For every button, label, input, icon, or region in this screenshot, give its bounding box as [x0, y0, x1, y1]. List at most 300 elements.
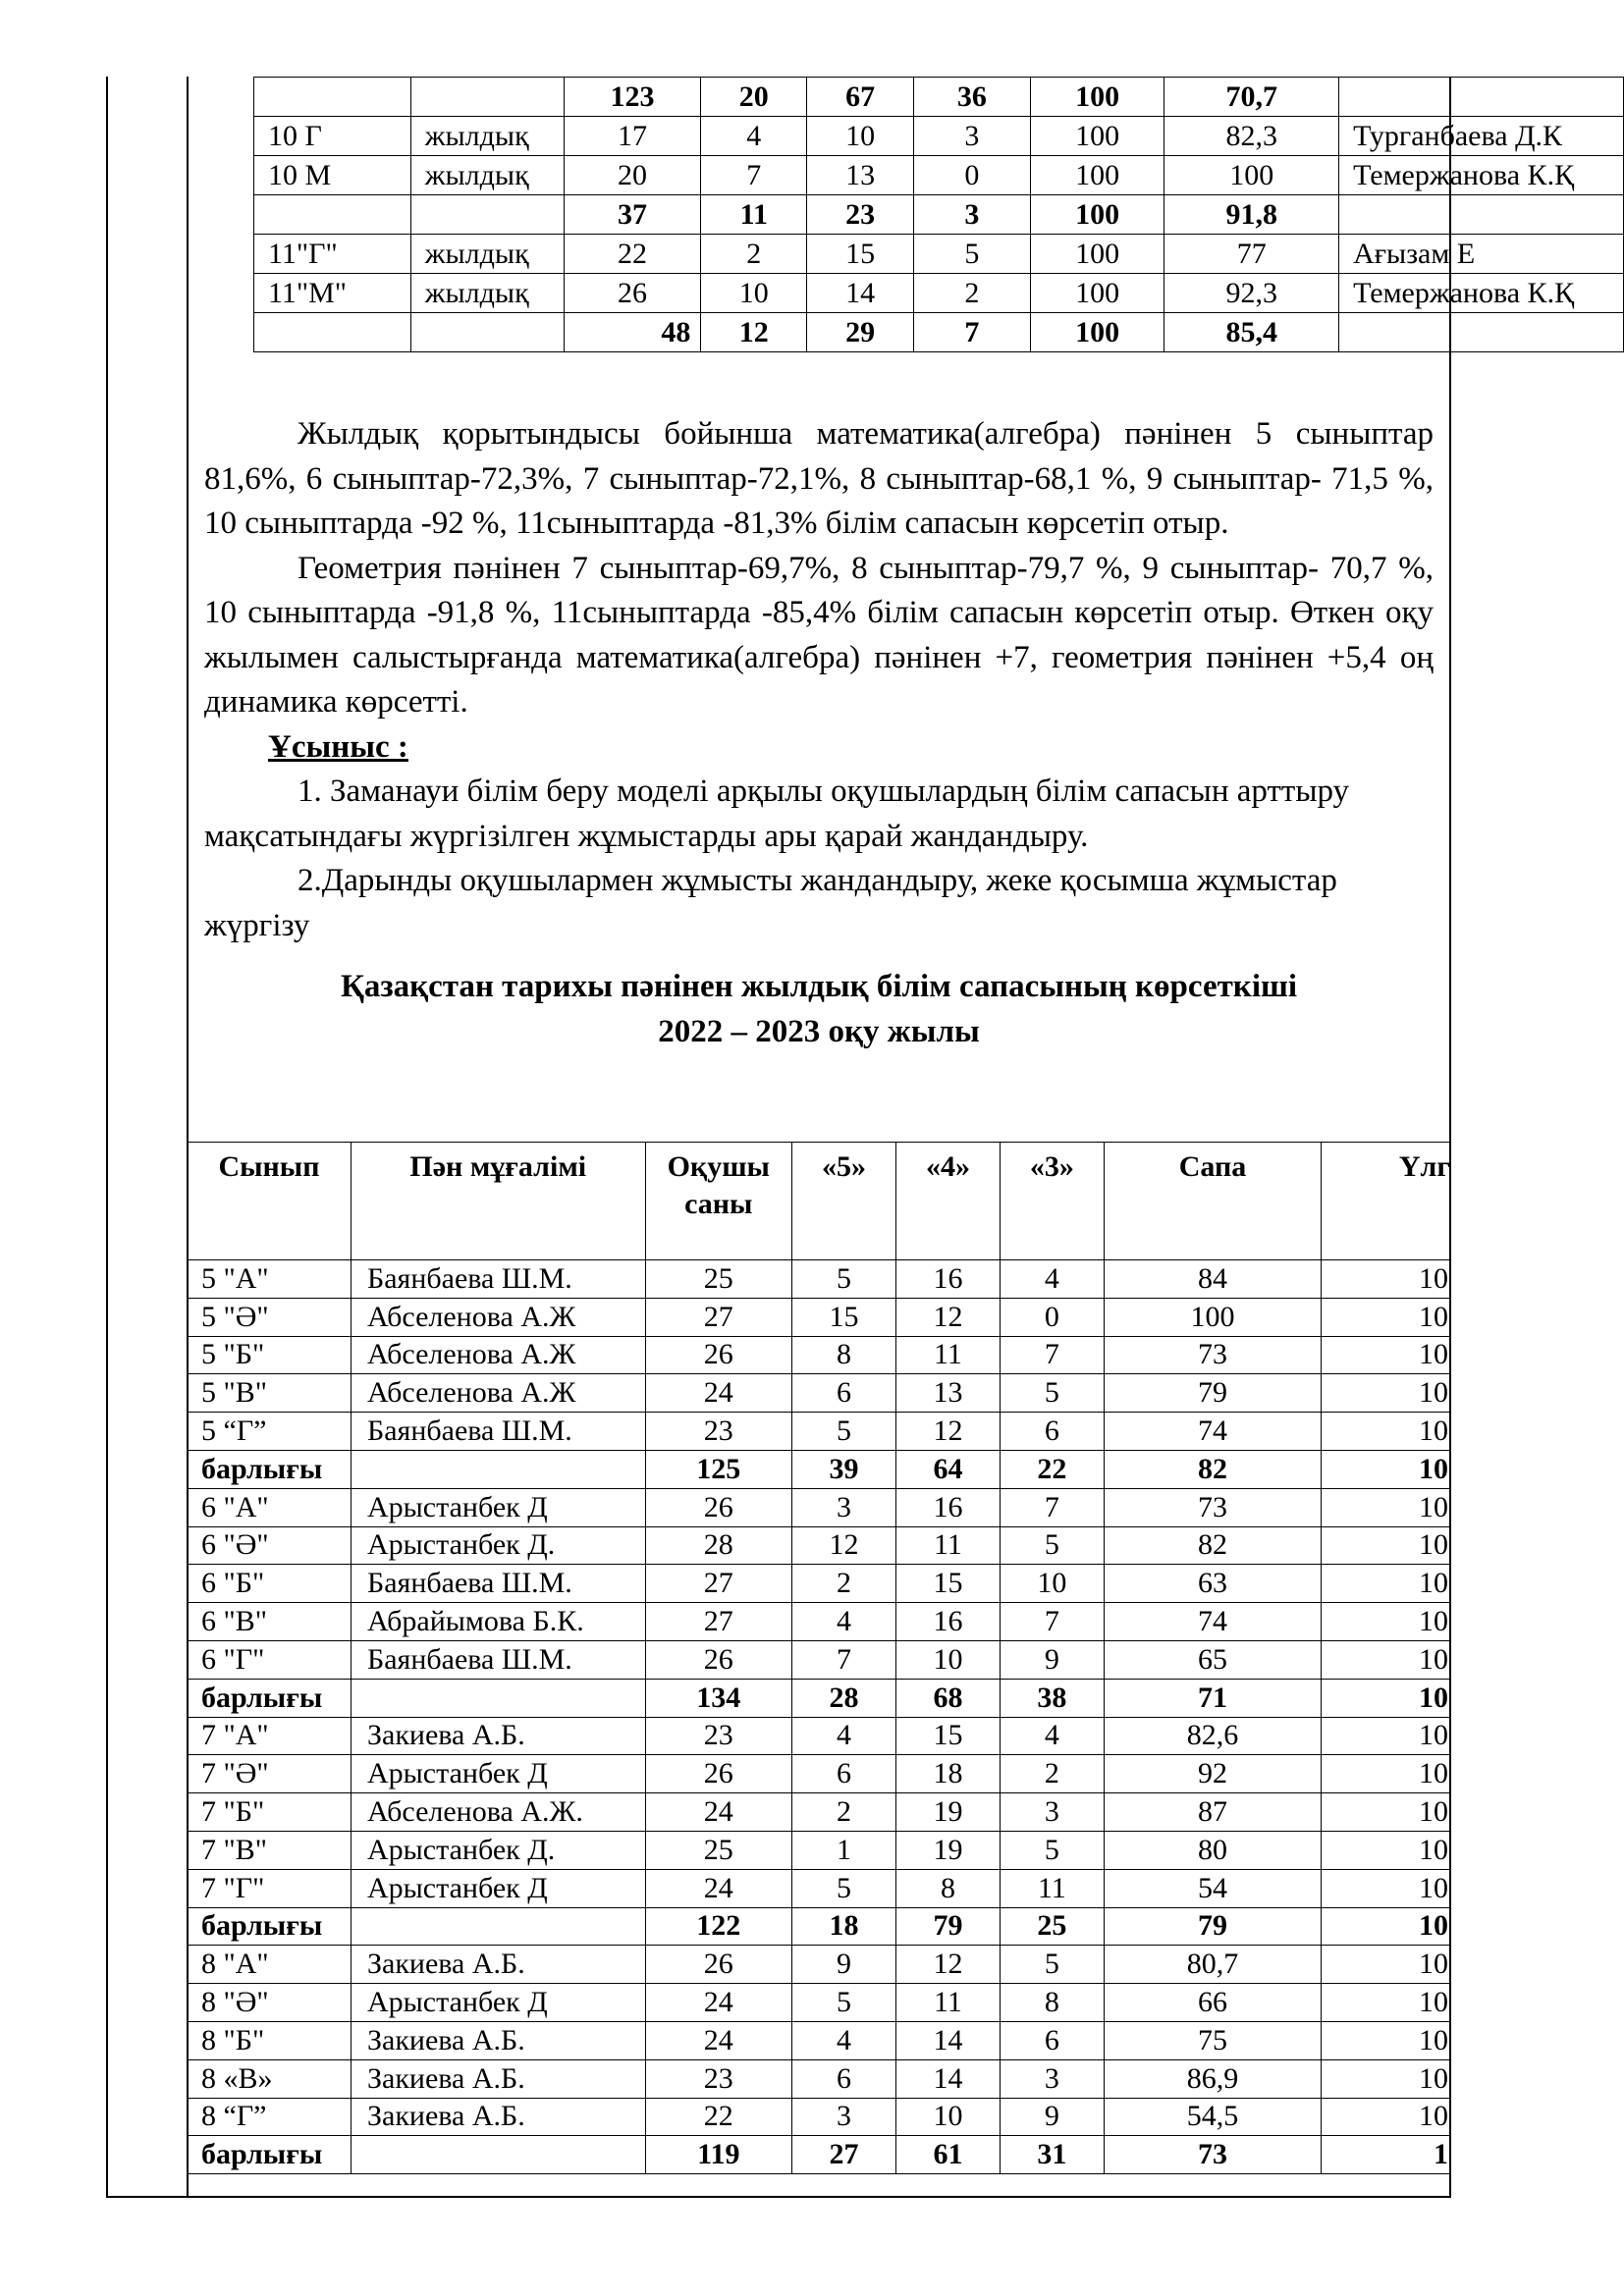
success-cell: 10	[1322, 1260, 1451, 1299]
total-row	[188, 1907, 1451, 1946]
grade-4-cell: 64	[895, 1450, 1000, 1488]
grade-3-cell: 3	[913, 195, 1030, 235]
students-cell: 119	[645, 2136, 792, 2174]
class-cell	[254, 78, 411, 117]
success-cell: 10	[1322, 1640, 1451, 1679]
header-students	[645, 1143, 792, 1260]
teacher-cell: Турганбаева Д.К	[1339, 117, 1624, 156]
class-cell: 11"Г"	[254, 235, 411, 274]
table-row	[188, 2021, 1451, 2059]
table-row	[188, 1869, 1451, 1907]
quality-cell: 91,8	[1164, 195, 1339, 235]
class-cell: 7 "Б"	[188, 1793, 352, 1832]
table-row	[188, 2098, 1451, 2136]
grade-5-cell: 28	[792, 1679, 896, 1717]
grade-5-cell: 5	[792, 1260, 896, 1299]
grade-5-cell: 8	[792, 1336, 896, 1374]
class-cell: 6 "Г"	[188, 1640, 352, 1679]
success-cell: 10	[1322, 1413, 1451, 1451]
students-cell: 125	[645, 1450, 792, 1488]
grade-3-cell: 0	[913, 156, 1030, 195]
quality-cell: 87	[1104, 1793, 1321, 1832]
quality-cell: 92,3	[1164, 274, 1339, 313]
table-row	[188, 1946, 1451, 1984]
table-row	[188, 1298, 1451, 1336]
summary-row	[254, 78, 1624, 117]
students-cell: 20	[564, 156, 701, 195]
history-results-table-wrapper	[187, 1142, 1451, 2198]
header-students-line2: саны	[684, 1188, 753, 1220]
teacher-cell: Темержанова К.Қ	[1339, 274, 1624, 313]
teacher-cell: Баянбаева Ш.М.	[351, 1260, 645, 1299]
success-cell: 10	[1322, 1831, 1451, 1869]
quality-cell: 70,7	[1164, 78, 1339, 117]
math-results-table-wrapper	[253, 77, 1624, 374]
students-cell: 24	[645, 2021, 792, 2059]
header-teacher: Пән мұғалімі	[351, 1143, 645, 1260]
analysis-text	[204, 412, 1434, 1054]
grade-4-cell: 18	[895, 1755, 1000, 1793]
students-cell: 24	[645, 1869, 792, 1907]
students-cell: 48	[564, 313, 701, 352]
teacher-cell: Ағызам Е	[1339, 235, 1624, 274]
grade-4-cell: 67	[807, 78, 914, 117]
class-cell: 8 "А"	[188, 1946, 352, 1984]
grade-4-cell: 14	[895, 2059, 1000, 2098]
grade-3-cell: 10	[1000, 1565, 1104, 1603]
grade-4-cell: 15	[807, 235, 914, 274]
success-cell: 10	[1322, 1907, 1451, 1946]
success-cell: 10	[1322, 1374, 1451, 1413]
grade-4-cell: 14	[807, 274, 914, 313]
teacher-cell: Арыстанбек Д	[351, 1869, 645, 1907]
quality-cell: 79	[1104, 1374, 1321, 1413]
students-cell: 24	[645, 1793, 792, 1832]
class-cell: 5 “Г”	[188, 1413, 352, 1451]
total-row	[188, 1450, 1451, 1488]
history-table-title-line2: 2022 – 2023 оқу жылы	[658, 1014, 980, 1049]
quality-cell: 73	[1104, 1488, 1321, 1526]
success-cell: 10	[1322, 1450, 1451, 1488]
grade-3-cell: 7	[1000, 1336, 1104, 1374]
students-cell: 25	[645, 1831, 792, 1869]
students-cell: 26	[645, 1946, 792, 1984]
quality-cell: 86,9	[1104, 2059, 1321, 2098]
teacher-cell	[351, 2136, 645, 2174]
summary-row	[254, 195, 1624, 235]
grade-3-cell: 3	[1000, 1793, 1104, 1832]
grade-5-cell: 5	[792, 1984, 896, 2022]
quality-cell: 65	[1104, 1640, 1321, 1679]
class-cell: 10 Г	[254, 117, 411, 156]
grade-3-cell: 5	[1000, 1526, 1104, 1565]
type-cell	[410, 78, 564, 117]
grade-5-cell: 20	[701, 78, 807, 117]
students-cell: 28	[645, 1526, 792, 1565]
grade-3-cell: 9	[1000, 1640, 1104, 1679]
teacher-cell: Абрайымова Б.К.	[351, 1603, 645, 1641]
teacher-cell: Абселенова А.Ж	[351, 1298, 645, 1336]
grade-3-cell: 7	[913, 313, 1030, 352]
grade-3-cell: 4	[1000, 1260, 1104, 1299]
grade-3-cell: 6	[1000, 2021, 1104, 2059]
success-cell: 10	[1322, 1565, 1451, 1603]
grade-3-cell: 0	[1000, 1298, 1104, 1336]
grade-3-cell: 7	[1000, 1603, 1104, 1641]
quality-cell: 80	[1104, 1831, 1321, 1869]
grade-3-cell: 38	[1000, 1679, 1104, 1717]
grade-5-cell: 27	[792, 2136, 896, 2174]
teacher-cell: Закиева А.Б.	[351, 1717, 645, 1755]
grade-4-cell: 10	[807, 117, 914, 156]
grade-3-cell: 36	[913, 78, 1030, 117]
success-cell: 10	[1322, 2021, 1451, 2059]
history-table-title-line1: Қазақстан тарихы пәнінен жылдық білім сапасының көрсеткіші	[340, 969, 1298, 1004]
teacher-cell: Баянбаева Ш.М.	[351, 1413, 645, 1451]
class-cell: 5 "В"	[188, 1374, 352, 1413]
type-cell: жылдық	[410, 274, 564, 313]
teacher-cell: Темержанова К.Қ	[1339, 156, 1624, 195]
quality-cell: 54,5	[1104, 2098, 1321, 2136]
class-cell: барлығы	[188, 2136, 352, 2174]
students-cell: 26	[564, 274, 701, 313]
grade-4-cell: 11	[895, 1336, 1000, 1374]
quality-cell: 82,3	[1164, 117, 1339, 156]
success-cell: 10	[1322, 1488, 1451, 1526]
teacher-cell: Баянбаева Ш.М.	[351, 1565, 645, 1603]
teacher-cell: Абселенова А.Ж	[351, 1374, 645, 1413]
grade-5-cell: 5	[792, 1869, 896, 1907]
quality-cell: 100	[1164, 156, 1339, 195]
grade-5-cell: 7	[701, 156, 807, 195]
type-cell: жылдық	[410, 235, 564, 274]
proposal-item-2: 2.Дарынды оқушылармен жұмысты жандандыру, жеке қосымша жұмыстар жүргізу	[204, 863, 1337, 943]
success-cell: 100	[1030, 195, 1164, 235]
header-class: Сынып	[188, 1143, 352, 1260]
history-table-header-row	[188, 1143, 1451, 1260]
class-cell: барлығы	[188, 1450, 352, 1488]
quality-cell: 75	[1104, 2021, 1321, 2059]
success-cell: 100	[1030, 78, 1164, 117]
table-row	[188, 1793, 1451, 1832]
class-cell: 10 М	[254, 156, 411, 195]
success-cell: 10	[1322, 1679, 1451, 1717]
type-cell	[410, 313, 564, 352]
table-row	[254, 274, 1624, 313]
class-cell: 5 "Ә"	[188, 1298, 352, 1336]
teacher-cell: Арыстанбек Д	[351, 1755, 645, 1793]
quality-cell: 74	[1104, 1603, 1321, 1641]
teacher-cell	[1339, 195, 1624, 235]
grade-3-cell: 5	[913, 235, 1030, 274]
header-grade-5: «5»	[792, 1143, 896, 1260]
students-cell: 37	[564, 195, 701, 235]
success-cell: 100	[1030, 235, 1164, 274]
grade-3-cell: 3	[1000, 2059, 1104, 2098]
success-cell: 10	[1322, 1793, 1451, 1832]
table-row	[188, 1336, 1451, 1374]
grade-3-cell: 6	[1000, 1413, 1104, 1451]
grade-4-cell: 29	[807, 313, 914, 352]
table-row	[188, 2059, 1451, 2098]
grade-4-cell: 12	[895, 1946, 1000, 1984]
quality-cell: 66	[1104, 1984, 1321, 2022]
students-cell: 27	[645, 1565, 792, 1603]
grade-5-cell: 6	[792, 2059, 896, 2098]
class-cell: 7 "А"	[188, 1717, 352, 1755]
class-cell	[254, 195, 411, 235]
class-cell: 8 "Б"	[188, 2021, 352, 2059]
teacher-cell: Абселенова А.Ж	[351, 1336, 645, 1374]
grade-4-cell: 13	[807, 156, 914, 195]
history-results-table	[187, 1142, 1451, 2174]
success-cell: 10	[1322, 1946, 1451, 1984]
header-grade-3: «3»	[1000, 1143, 1104, 1260]
students-cell: 26	[645, 1336, 792, 1374]
type-cell: жылдық	[410, 156, 564, 195]
quality-cell: 74	[1104, 1413, 1321, 1451]
grade-4-cell: 8	[895, 1869, 1000, 1907]
table-row	[188, 1755, 1451, 1793]
grade-3-cell: 5	[1000, 1831, 1104, 1869]
students-cell: 24	[645, 1374, 792, 1413]
grade-4-cell: 10	[895, 1640, 1000, 1679]
students-cell: 26	[645, 1640, 792, 1679]
success-cell: 100	[1030, 156, 1164, 195]
table-row	[188, 1413, 1451, 1451]
grade-4-cell: 16	[895, 1260, 1000, 1299]
quality-cell: 82	[1104, 1450, 1321, 1488]
grade-5-cell: 5	[792, 1413, 896, 1451]
table-row	[188, 1984, 1451, 2022]
grade-4-cell: 10	[895, 2098, 1000, 2136]
teacher-cell: Закиева А.Б.	[351, 1946, 645, 1984]
quality-cell: 84	[1104, 1260, 1321, 1299]
class-cell: 5 "Б"	[188, 1336, 352, 1374]
students-cell: 26	[645, 1488, 792, 1526]
class-cell: барлығы	[188, 1907, 352, 1946]
grade-5-cell: 12	[701, 313, 807, 352]
proposal-item-1: 1. Заманауи білім беру моделі арқылы оқушылардың білім сапасын арттыру мақсатындағы жүргізілген жұмыстарды ары қарай жандандыру.	[204, 774, 1350, 854]
success-cell: 10	[1322, 1984, 1451, 2022]
history-table-title	[204, 964, 1434, 1054]
class-cell: 7 "Г"	[188, 1869, 352, 1907]
grade-5-cell: 15	[792, 1298, 896, 1336]
grade-5-cell: 11	[701, 195, 807, 235]
grade-5-cell: 12	[792, 1526, 896, 1565]
grade-5-cell: 3	[792, 1488, 896, 1526]
class-cell: 7 "Ә"	[188, 1755, 352, 1793]
algebra-summary-paragraph: Жылдық қорытындысы бойынша математика(алгебра) пәнінен 5 сыныптар 81,6%, 6 сыныптар-72,3%, 7 сыныптар-72,1%, 8 сыныптар-68,1 %, 9 сыныптар- 71,5 %, 10 сыныптарда -92 %, 11сыныптарда -81,3% білім сапасын көрсетіп отыр.	[204, 416, 1434, 541]
table-row	[188, 1717, 1451, 1755]
grade-4-cell: 19	[895, 1831, 1000, 1869]
proposal-heading: Ұсыныс :	[268, 728, 408, 765]
grade-4-cell: 61	[895, 2136, 1000, 2174]
quality-cell: 79	[1104, 1907, 1321, 1946]
teacher-cell	[351, 1679, 645, 1717]
table-row	[188, 1260, 1451, 1299]
class-cell: 7 "В"	[188, 1831, 352, 1869]
class-cell: 6 "А"	[188, 1488, 352, 1526]
success-cell: 100	[1030, 117, 1164, 156]
quality-cell: 71	[1104, 1679, 1321, 1717]
success-cell: 100	[1030, 274, 1164, 313]
students-cell: 27	[645, 1603, 792, 1641]
success-cell: 10	[1322, 1526, 1451, 1565]
type-cell: жылдық	[410, 117, 564, 156]
grade-3-cell: 8	[1000, 1984, 1104, 2022]
class-cell: 8 "Ә"	[188, 1984, 352, 2022]
teacher-cell	[1339, 78, 1624, 117]
grade-5-cell: 2	[792, 1793, 896, 1832]
geometry-summary-paragraph: Геометрия пәнінен 7 сыныптар-69,7%, 8 сыныптар-79,7 %, 9 сыныптар- 70,7 %, 10 сыныптарда -91,8 %, 11сыныптарда -85,4% білім сапасын көрсетіп отыр. Өткен оқу жылымен салыстырғанда математика(алгебра) пәнінен +7, геометрия пәнінен +5,4 оң динамика көрсетті.	[204, 550, 1434, 720]
teacher-cell	[351, 1450, 645, 1488]
success-cell: 10	[1322, 2098, 1451, 2136]
grade-3-cell: 3	[913, 117, 1030, 156]
teacher-cell: Арыстанбек Д	[351, 1984, 645, 2022]
quality-cell: 80,7	[1104, 1946, 1321, 1984]
success-cell: 100	[1030, 313, 1164, 352]
header-quality: Сапа	[1104, 1143, 1321, 1260]
grade-4-cell: 23	[807, 195, 914, 235]
class-cell: 6 "Ә"	[188, 1526, 352, 1565]
teacher-cell	[351, 1907, 645, 1946]
grade-5-cell: 4	[792, 2021, 896, 2059]
grade-5-cell: 7	[792, 1640, 896, 1679]
total-row	[188, 2136, 1451, 2174]
grade-5-cell: 6	[792, 1374, 896, 1413]
students-cell: 23	[645, 2059, 792, 2098]
grade-5-cell: 4	[792, 1603, 896, 1641]
grade-3-cell: 25	[1000, 1907, 1104, 1946]
success-cell: 10	[1322, 1869, 1451, 1907]
teacher-cell: Арыстанбек Д	[351, 1488, 645, 1526]
students-cell: 27	[645, 1298, 792, 1336]
grade-4-cell: 68	[895, 1679, 1000, 1717]
grade-3-cell: 4	[1000, 1717, 1104, 1755]
table-row	[254, 156, 1624, 195]
grade-4-cell: 15	[895, 1717, 1000, 1755]
grade-4-cell: 79	[895, 1907, 1000, 1946]
quality-cell: 82,6	[1104, 1717, 1321, 1755]
grade-4-cell: 11	[895, 1984, 1000, 2022]
success-cell: 10	[1322, 1755, 1451, 1793]
success-cell: 10	[1322, 1717, 1451, 1755]
type-cell	[410, 195, 564, 235]
table-row	[254, 117, 1624, 156]
teacher-cell	[1339, 313, 1624, 352]
teacher-cell: Арыстанбек Д.	[351, 1526, 645, 1565]
quality-cell: 100	[1104, 1298, 1321, 1336]
table-row	[188, 1603, 1451, 1641]
grade-3-cell: 11	[1000, 1869, 1104, 1907]
grade-3-cell: 31	[1000, 2136, 1104, 2174]
students-cell: 25	[645, 1260, 792, 1299]
teacher-cell: Арыстанбек Д.	[351, 1831, 645, 1869]
teacher-cell: Закиева А.Б.	[351, 2021, 645, 2059]
students-cell: 22	[564, 235, 701, 274]
quality-cell: 73	[1104, 2136, 1321, 2174]
class-cell: 8 «В»	[188, 2059, 352, 2098]
teacher-cell: Закиева А.Б.	[351, 2059, 645, 2098]
table-row	[188, 1374, 1451, 1413]
students-cell: 22	[645, 2098, 792, 2136]
teacher-cell: Баянбаева Ш.М.	[351, 1640, 645, 1679]
grade-3-cell: 5	[1000, 1374, 1104, 1413]
quality-cell: 73	[1104, 1336, 1321, 1374]
quality-cell: 85,4	[1164, 313, 1339, 352]
students-cell: 122	[645, 1907, 792, 1946]
grade-3-cell: 9	[1000, 2098, 1104, 2136]
header-success: Үлг	[1322, 1143, 1451, 1260]
class-cell: барлығы	[188, 1679, 352, 1717]
grade-5-cell: 4	[792, 1717, 896, 1755]
students-cell: 26	[645, 1755, 792, 1793]
grade-5-cell: 2	[792, 1565, 896, 1603]
header-students-line1: Оқушы	[667, 1150, 770, 1183]
grade-4-cell: 15	[895, 1565, 1000, 1603]
quality-cell: 82	[1104, 1526, 1321, 1565]
grade-4-cell: 11	[895, 1526, 1000, 1565]
table-row	[188, 1565, 1451, 1603]
summary-row	[254, 313, 1624, 352]
class-cell	[254, 313, 411, 352]
success-cell: 10	[1322, 1298, 1451, 1336]
grade-5-cell: 6	[792, 1755, 896, 1793]
page-frame-left-line	[106, 77, 108, 2197]
header-grade-4: «4»	[895, 1143, 1000, 1260]
quality-cell: 54	[1104, 1869, 1321, 1907]
total-row	[188, 1679, 1451, 1717]
table-row	[188, 1488, 1451, 1526]
students-cell: 23	[645, 1413, 792, 1451]
class-cell: 6 "Б"	[188, 1565, 352, 1603]
grade-4-cell: 12	[895, 1298, 1000, 1336]
grade-5-cell: 10	[701, 274, 807, 313]
grade-3-cell: 22	[1000, 1450, 1104, 1488]
grade-5-cell: 9	[792, 1946, 896, 1984]
grade-4-cell: 12	[895, 1413, 1000, 1451]
class-cell: 5 "А"	[188, 1260, 352, 1299]
grade-3-cell: 5	[1000, 1946, 1104, 1984]
grade-5-cell: 18	[792, 1907, 896, 1946]
success-cell: 10	[1322, 1603, 1451, 1641]
table-row	[188, 1640, 1451, 1679]
success-cell: 10	[1322, 2059, 1451, 2098]
students-cell: 23	[645, 1717, 792, 1755]
students-cell: 17	[564, 117, 701, 156]
grade-4-cell: 14	[895, 2021, 1000, 2059]
grade-3-cell: 2	[913, 274, 1030, 313]
students-cell: 134	[645, 1679, 792, 1717]
success-cell: 1	[1322, 2136, 1451, 2174]
grade-4-cell: 13	[895, 1374, 1000, 1413]
grade-5-cell: 1	[792, 1831, 896, 1869]
class-cell: 6 "В"	[188, 1603, 352, 1641]
math-results-table	[253, 77, 1624, 352]
grade-3-cell: 7	[1000, 1488, 1104, 1526]
quality-cell: 92	[1104, 1755, 1321, 1793]
success-cell: 10	[1322, 1336, 1451, 1374]
grade-4-cell: 16	[895, 1488, 1000, 1526]
table-row	[188, 1526, 1451, 1565]
students-cell: 24	[645, 1984, 792, 2022]
teacher-cell: Абселенова А.Ж.	[351, 1793, 645, 1832]
grade-5-cell: 2	[701, 235, 807, 274]
grade-4-cell: 16	[895, 1603, 1000, 1641]
grade-5-cell: 3	[792, 2098, 896, 2136]
class-cell: 8 “Г”	[188, 2098, 352, 2136]
